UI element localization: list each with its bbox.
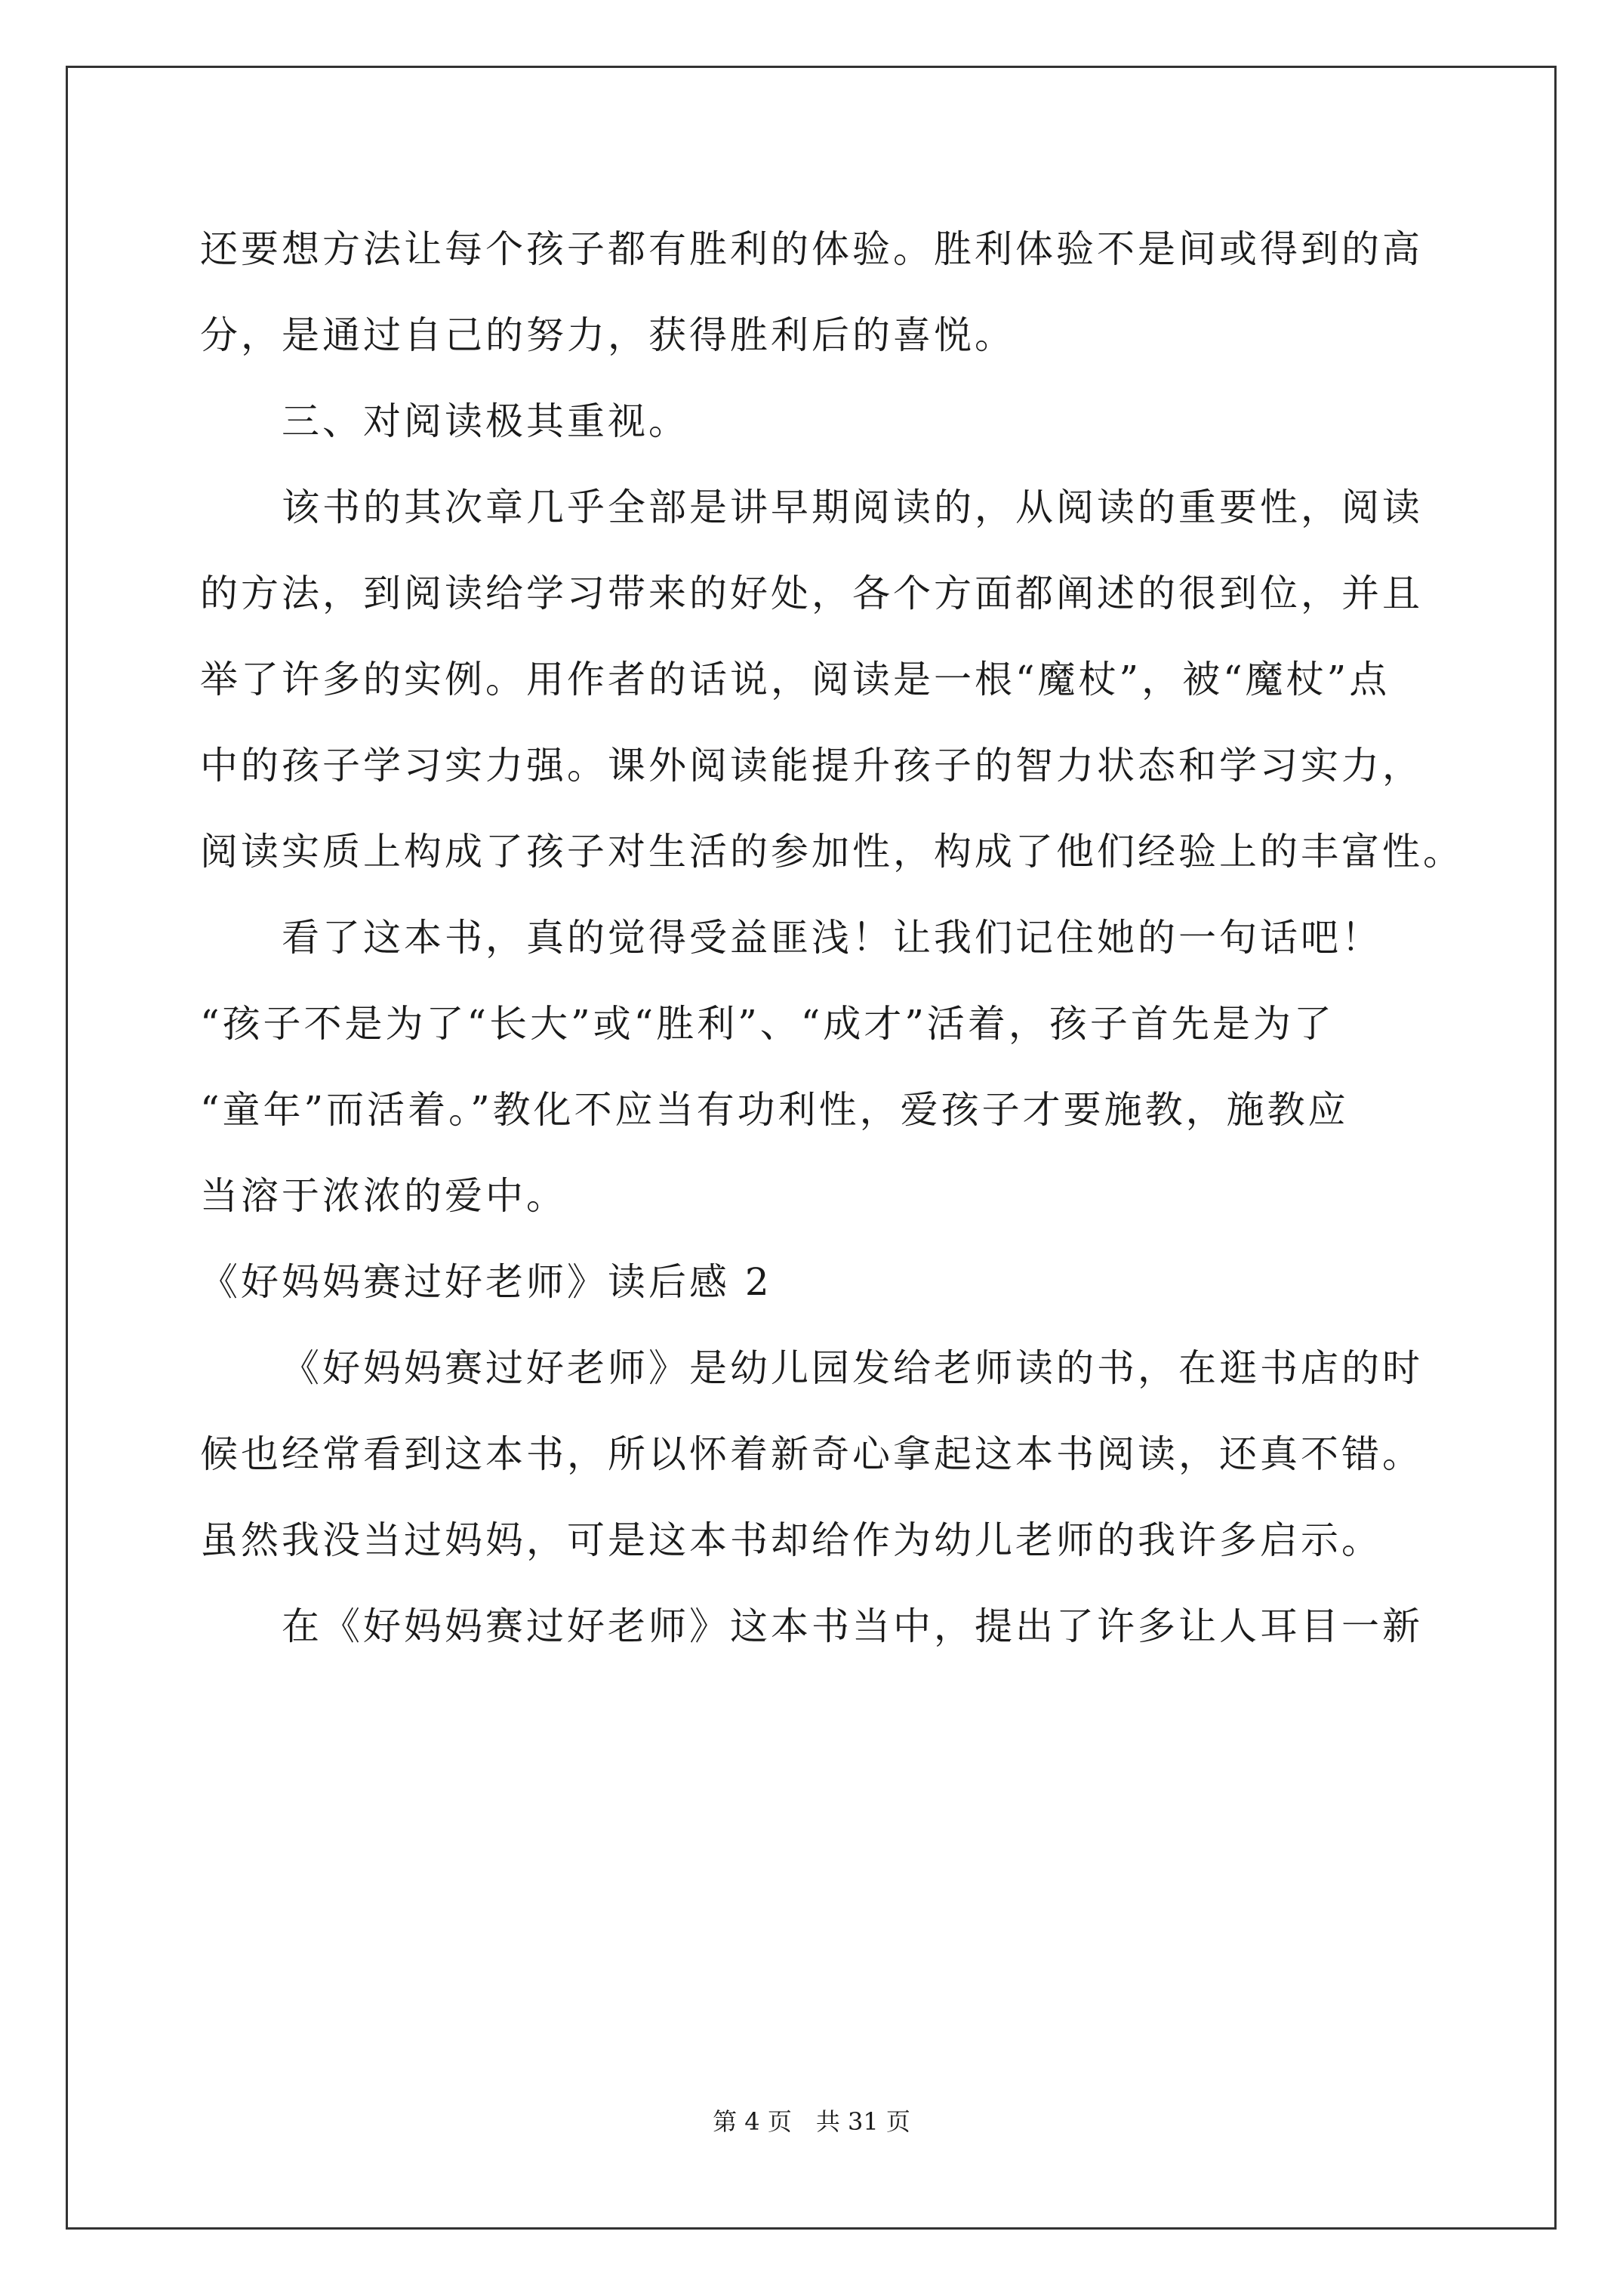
section-heading: 三、对阅读极其重视。 (282, 399, 689, 443)
body-text-line: 虽然我没当过妈妈，可是这本书却给作为幼儿老师的我许多启示。 (200, 1518, 1382, 1562)
body-text-line: 该书的其次章几乎全部是讲早期阅读的，从阅读的重要性，阅读 (282, 485, 1423, 529)
body-text-line: 候也经常看到这本书，所以怀着新奇心拿起这本书阅读，还真不错。 (200, 1432, 1423, 1476)
body-text-line: “童年”而活着。”教化不应当有功利性，爱孩子才要施教，施教应 (200, 1088, 1349, 1132)
body-text-line: “孩子不是为了“长大”或“胜利”、“成才”活着，孩子首先是为了 (200, 1002, 1335, 1046)
body-text-line: 中的孩子学习实力强。课外阅读能提升孩子的智力状态和学习实力， (200, 744, 1423, 787)
body-text-line: 在《好妈妈赛过好老师》这本书当中，提出了许多让人耳目一新 (282, 1604, 1423, 1648)
page-number-footer: 第 4 页 共 31 页 (713, 2107, 910, 2136)
body-text-line: 阅读实质上构成了孩子对生活的参加性，构成了他们经验上的丰富性。 (200, 830, 1464, 874)
body-text-line: 的方法，到阅读给学习带来的好处，各个方面都阐述的很到位，并且 (200, 572, 1423, 615)
article-title: 《好妈妈赛过好老师》读后感 2 (200, 1260, 772, 1304)
body-text-line: 举了许多的实例。用作者的话说，阅读是一根“魔杖”，被“魔杖”点 (200, 658, 1390, 701)
body-text-line: 还要想方法让每个孩子都有胜利的体验。胜利体验不是间或得到的高 (200, 227, 1423, 271)
body-text-line: 看了这本书，真的觉得受益匪浅！让我们记住她的一句话吧！ (282, 916, 1382, 960)
body-text-line: 当溶于浓浓的爱中。 (200, 1174, 567, 1218)
body-text-line: 分，是通过自己的努力，获得胜利后的喜悦。 (200, 313, 1015, 357)
page-border (66, 66, 1557, 2230)
body-text-line: 《好妈妈赛过好老师》是幼儿园发给老师读的书，在逛书店的时 (282, 1346, 1423, 1390)
